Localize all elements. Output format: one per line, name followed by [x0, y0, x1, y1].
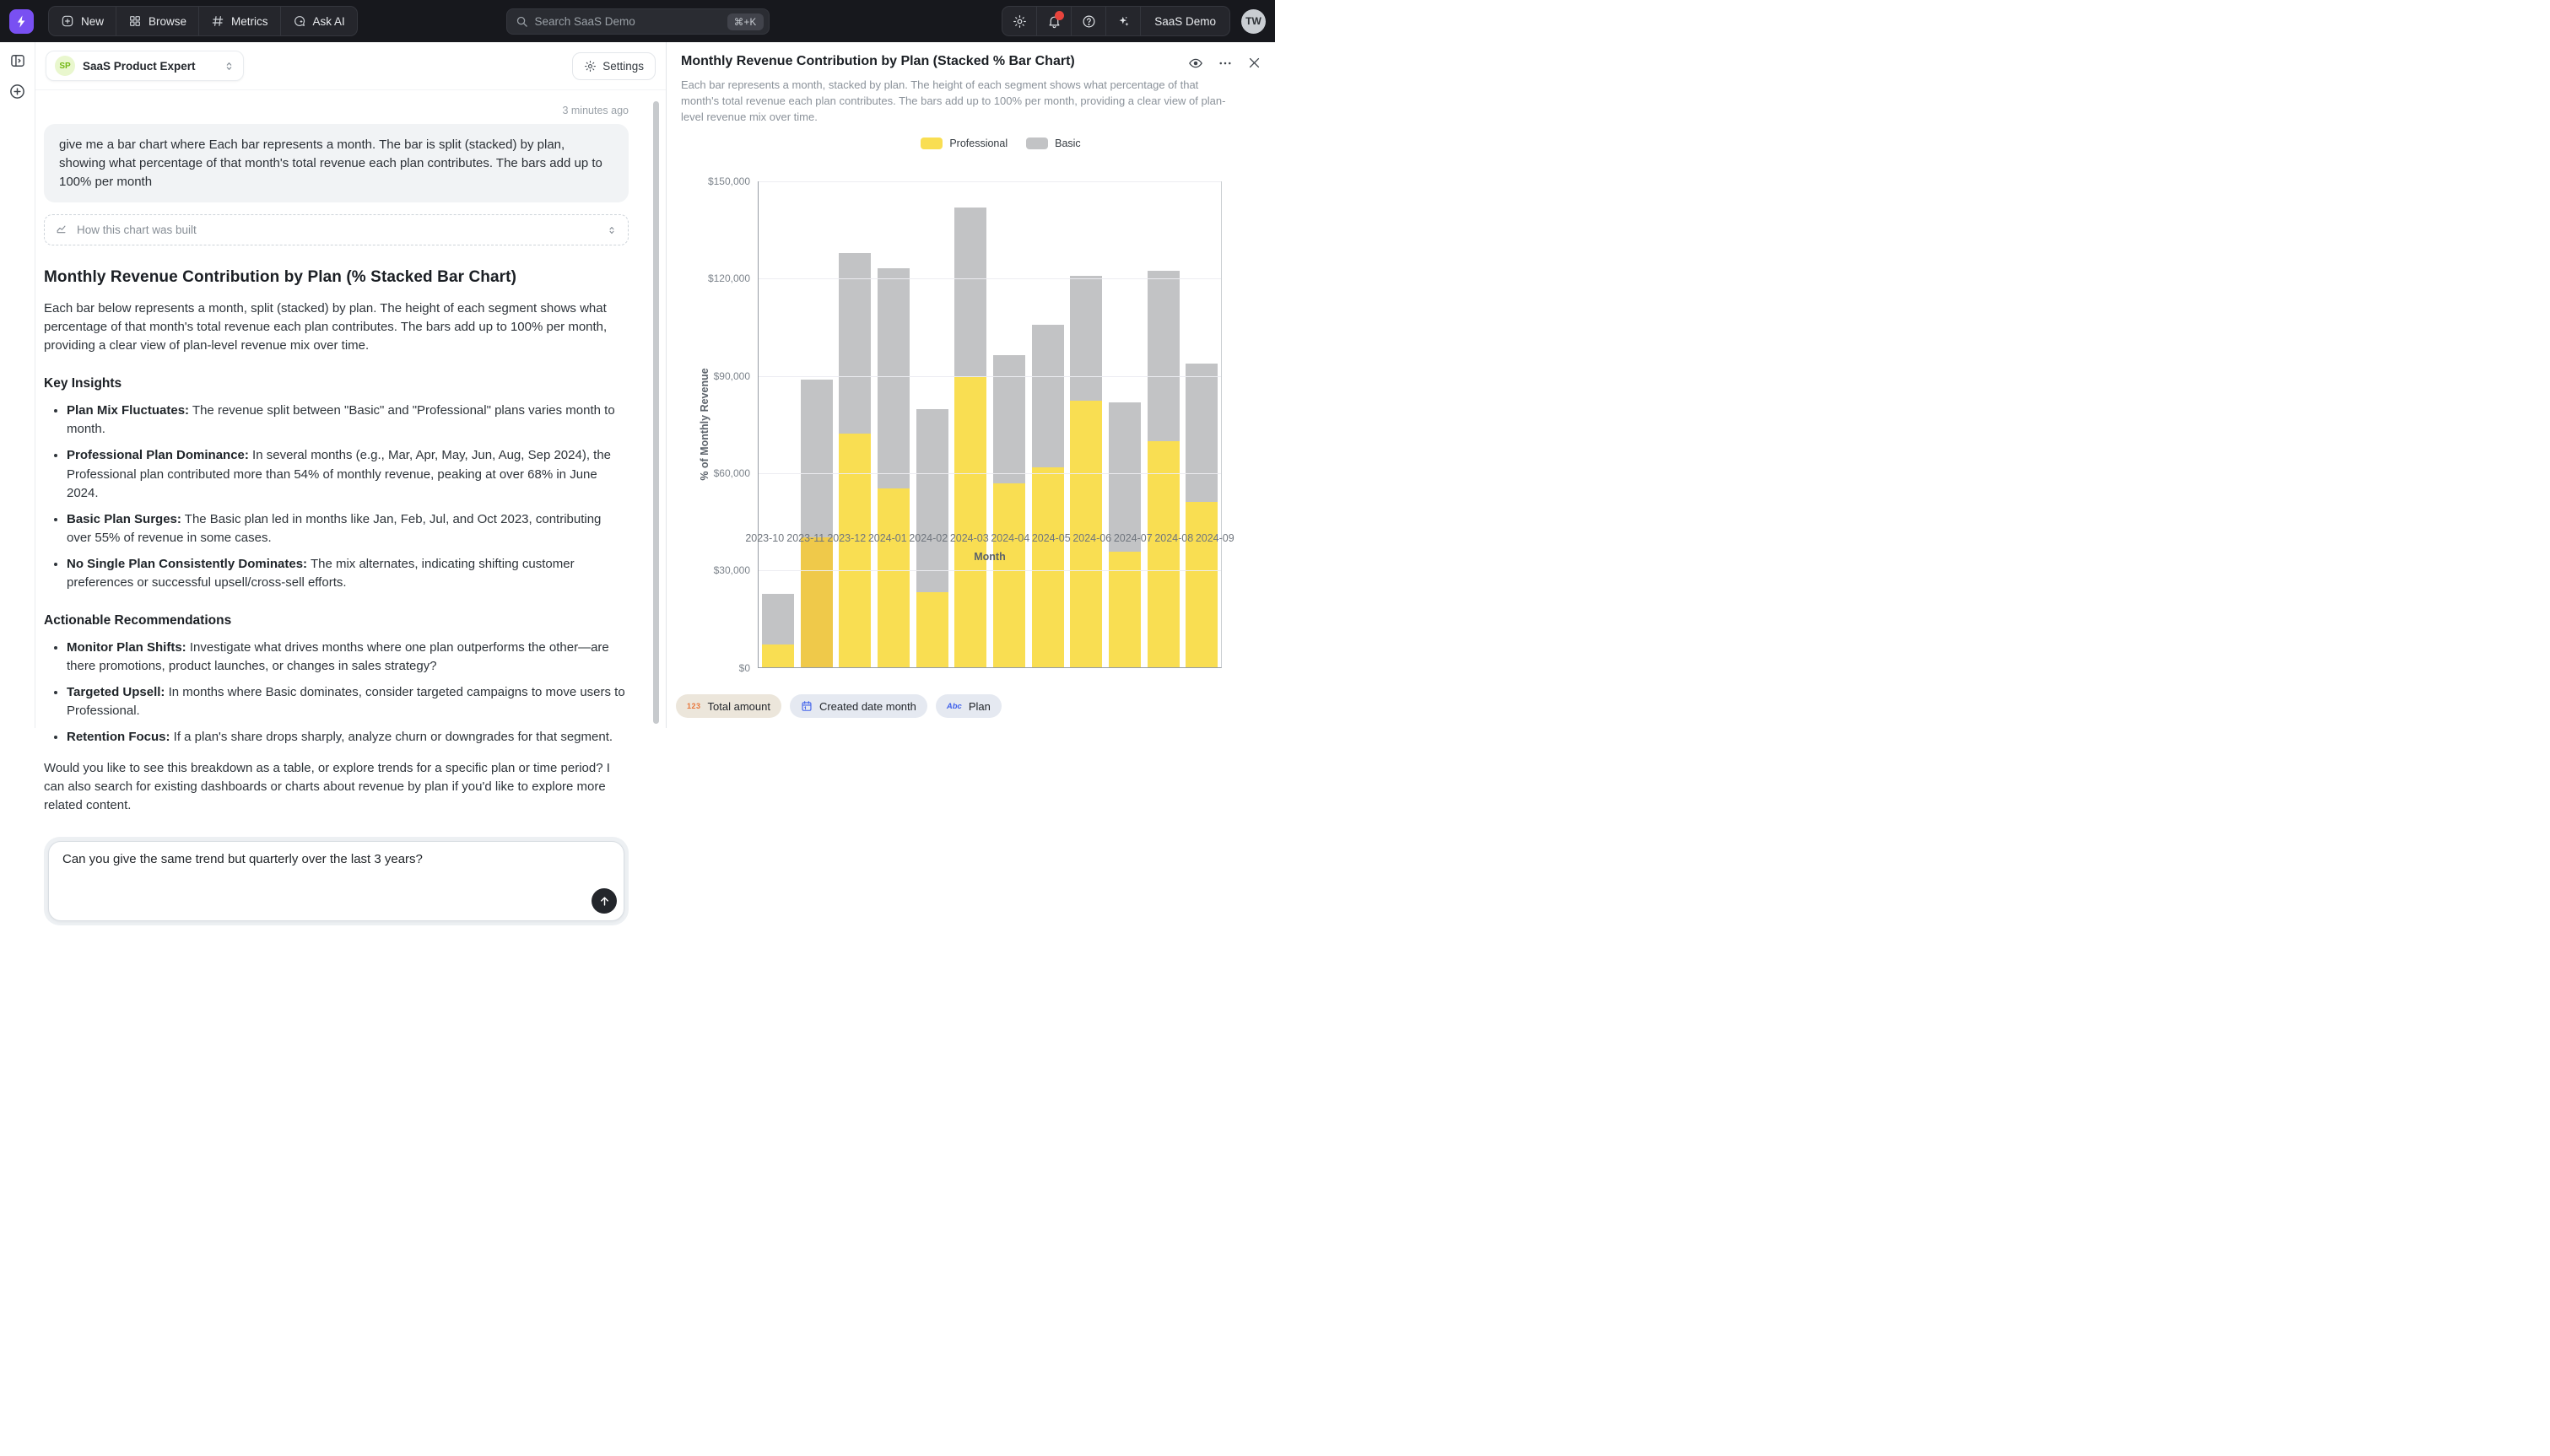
segment-professional-2024-04[interactable]: [993, 483, 1025, 666]
segment-professional-2024-05[interactable]: [1032, 467, 1064, 667]
segment-basic-2024-07[interactable]: [1109, 402, 1141, 552]
message-heading: Monthly Revenue Contribution by Plan (% Stacked Bar Chart): [44, 268, 517, 287]
x-tick-label: 2024-07: [1113, 532, 1153, 544]
bar-2023-10[interactable]: [762, 594, 794, 667]
browse-button[interactable]: [116, 7, 199, 35]
how-chart-built-label: How this chart was built: [77, 224, 197, 237]
bar-slot: [797, 181, 836, 667]
bar-slot: [759, 181, 797, 667]
y-tick-label: $120,000: [707, 272, 750, 285]
stacked-bar-chart: [681, 175, 1261, 674]
bar-2024-04[interactable]: [993, 355, 1025, 666]
segment-professional-2024-02[interactable]: [916, 592, 948, 666]
bar-2024-06[interactable]: [1070, 276, 1102, 667]
chart-plot-area: [758, 181, 1222, 668]
insights-list: [44, 402, 629, 591]
settings-label: Settings: [602, 59, 644, 73]
chart-legend: [681, 138, 1261, 149]
chevron-up-down-icon: [607, 225, 617, 235]
new-label: New: [81, 14, 105, 28]
bar-2024-03[interactable]: [954, 208, 986, 666]
legend-item-basic[interactable]: [1026, 138, 1081, 149]
top-nav: [0, 0, 1275, 42]
tag-label: Created date month: [818, 699, 916, 713]
x-axis-ticks: [744, 532, 1235, 544]
list-item: • No Single Plan Consistently Dominates: The mix alternates, indicating shifting customer preferences or successful upsell/cross-sell efforts.: [67, 555, 629, 592]
close-icon[interactable]: [1247, 56, 1261, 71]
dimension-tag-plan[interactable]: [936, 694, 1002, 718]
x-tick-label: 2023-10: [745, 532, 785, 544]
legend-item-professional[interactable]: [921, 138, 1008, 149]
notifications-button[interactable]: [1037, 7, 1072, 35]
segment-basic-2024-06[interactable]: [1070, 276, 1102, 401]
ask-ai-button[interactable]: [281, 7, 357, 35]
legend-label: Basic: [1055, 137, 1081, 149]
gear-icon: [584, 60, 597, 73]
sparkles-button[interactable]: [1106, 7, 1141, 35]
settings-nav-button[interactable]: [1002, 7, 1037, 35]
segment-basic-2024-08[interactable]: [1148, 271, 1180, 441]
how-chart-built-expander[interactable]: [44, 214, 629, 245]
agent-name: SaaS Product Expert: [83, 59, 196, 73]
gridline: [759, 570, 1221, 571]
message-timestamp: 3 minutes ago: [562, 105, 629, 116]
search-shortcut: ⌘+K: [727, 13, 764, 30]
list-item: • Monitor Plan Shifts: Investigate what drives months where one plan outperforms the other—are there promotions, product launches, or changes in sales strategy?: [67, 639, 629, 676]
list-item: • Retention Focus: If a plan's share drops sharply, analyze churn or downgrades for that segment.: [67, 728, 629, 747]
eye-icon[interactable]: [1188, 56, 1203, 71]
send-button[interactable]: [592, 888, 617, 914]
chat-body: [35, 105, 666, 925]
bar-slot: [990, 181, 1029, 667]
segment-professional-2024-01[interactable]: [878, 488, 910, 667]
chat-input[interactable]: [48, 841, 624, 921]
x-tick-label: 2024-08: [1154, 532, 1194, 544]
new-button[interactable]: [49, 7, 116, 35]
sidebar-toggle-icon[interactable]: [9, 52, 26, 69]
ask-ai-label: Ask AI: [312, 14, 345, 28]
new-thread-icon[interactable]: [8, 83, 26, 100]
app-logo[interactable]: [9, 9, 34, 34]
segment-basic-2023-11[interactable]: [801, 380, 833, 537]
bar-slot: [1067, 181, 1105, 667]
calendar-icon: [801, 700, 813, 712]
bar-slot: [835, 181, 874, 667]
arrow-up-icon: [598, 895, 611, 908]
y-axis-ticks: [681, 175, 750, 674]
hash-icon: [211, 14, 224, 28]
gridline: [759, 278, 1221, 279]
nav-right: [1002, 6, 1266, 36]
agent-selector[interactable]: [46, 51, 244, 81]
help-icon: [1082, 14, 1096, 29]
x-tick-label: 2023-12: [827, 532, 867, 544]
left-rail: [0, 42, 35, 728]
bar-2023-12[interactable]: [839, 253, 871, 666]
bar-slot: [874, 181, 913, 667]
bar-slot: [1144, 181, 1183, 667]
segment-professional-2024-03[interactable]: [954, 376, 986, 666]
settings-button[interactable]: [572, 52, 656, 80]
y-tick-label: $0: [738, 661, 750, 674]
legend-swatch: [1026, 138, 1048, 149]
notification-badge: [1055, 11, 1064, 20]
segment-basic-2024-04[interactable]: [993, 355, 1025, 483]
bar-slot: [951, 181, 990, 667]
legend-swatch: [921, 138, 943, 149]
legend-label: Professional: [949, 137, 1008, 149]
chat-scrollbar[interactable]: [653, 101, 659, 724]
segment-professional-2023-10[interactable]: [762, 644, 794, 667]
segment-basic-2023-10[interactable]: [762, 594, 794, 644]
lightning-bolt-icon: [14, 14, 29, 29]
chart-panel: [667, 42, 1275, 728]
y-tick-label: $30,000: [713, 564, 750, 577]
metrics-button[interactable]: [199, 7, 281, 35]
bar-2024-01[interactable]: [878, 268, 910, 667]
nav-button-group: [48, 6, 358, 36]
list-item: • Professional Plan Dominance: In several months (e.g., Mar, Apr, May, Jun, Aug, Sep 2024), the Professional plan contributed more than 54% of monthly revenue, peaking at over 68% in June 2024.: [67, 446, 629, 502]
segment-basic-2024-09[interactable]: [1186, 364, 1218, 501]
message-outro: Would you like to see this breakdown as a table, or explore trends for a specific plan or time period? I can also search for existing dashboards or charts about revenue by plan if you'd like to explore more related content.: [44, 761, 610, 813]
x-tick-label: 2023-11: [786, 532, 825, 544]
gridline: [759, 376, 1221, 377]
search-placeholder: Search SaaS Demo: [534, 15, 635, 28]
browse-label: Browse: [149, 14, 187, 28]
search-input[interactable]: [506, 8, 770, 35]
gridline: [759, 181, 1221, 182]
list-item: • Plan Mix Fluctuates: The revenue split between "Basic" and "Professional" plans varies month to month.: [67, 402, 629, 439]
chart-panel-actions: [1188, 54, 1261, 71]
x-tick-label: 2024-04: [991, 532, 1030, 544]
x-tick-label: 2024-02: [909, 532, 948, 544]
bar-2024-08[interactable]: [1148, 271, 1180, 666]
x-tick-label: 2024-05: [1031, 532, 1071, 544]
metrics-label: Metrics: [231, 14, 268, 28]
chart-title: Monthly Revenue Contribution by Plan (Stacked % Bar Chart): [681, 54, 1075, 68]
insights-heading: Key Insights: [44, 376, 122, 391]
assistant-message: [44, 268, 629, 815]
chat-panel: [35, 42, 667, 813]
segment-professional-2024-09[interactable]: [1186, 502, 1218, 667]
grid-icon: [128, 14, 142, 28]
message-composer: [44, 837, 629, 925]
segment-basic-2024-05[interactable]: [1032, 325, 1064, 467]
field-tags: [676, 694, 1002, 718]
bar-2023-11[interactable]: [801, 380, 833, 666]
app-window: [0, 0, 1275, 813]
abc-icon: Abc: [946, 701, 962, 711]
workspace-button[interactable]: [1141, 7, 1229, 35]
y-tick-label: $90,000: [713, 369, 750, 382]
y-tick-label: $150,000: [707, 175, 750, 187]
message-intro: Each bar below represents a month, split (stacked) by plan. The height of each segment shows what percentage of that month's total revenue each plan contributes. The bars add up to 100% per month, providing a clear view of plan-level revenue mix over time.: [44, 301, 608, 353]
search-icon: [516, 15, 528, 28]
sparkles-icon: [1116, 14, 1131, 29]
bars-container: [759, 181, 1221, 667]
list-item: • Basic Plan Surges: The Basic plan led in months like Jan, Feb, Jul, and Oct 2023, contributing over 55% of revenue in some cases.: [67, 510, 629, 547]
help-button[interactable]: [1072, 7, 1106, 35]
x-tick-label: 2024-03: [949, 532, 989, 544]
metric-tag-total-amount[interactable]: [676, 694, 781, 718]
dimension-tag-created-date-month[interactable]: [790, 694, 927, 718]
y-axis-title: % of Monthly Revenue: [699, 368, 710, 481]
x-tick-label: 2024-09: [1195, 532, 1234, 544]
workspace-label: SaaS Demo: [1154, 14, 1216, 28]
chart-description: Each bar represents a month, stacked by plan. The height of each segment shows what percentage of that month's total revenue each plan contributes. The bars add up to 100% per month, providing a clear view of plan-level revenue mix over time.: [681, 78, 1226, 124]
agent-avatar: SP: [55, 56, 75, 76]
segment-professional-2024-07[interactable]: [1109, 552, 1141, 667]
tag-label: Plan: [968, 699, 991, 713]
segment-basic-2024-01[interactable]: [878, 268, 910, 489]
gear-icon: [1013, 14, 1027, 29]
x-tick-label: 2024-06: [1072, 532, 1112, 544]
x-tick-label: 2024-01: [867, 532, 907, 544]
x-axis-title: Month: [974, 551, 1006, 563]
chart-line-icon: [56, 224, 68, 236]
more-options-icon[interactable]: [1218, 56, 1233, 71]
tag-label: Total amount: [707, 699, 770, 713]
chart-panel-header: [681, 54, 1261, 71]
user-message: give me a bar chart where Each bar represents a month. The bar is split (stacked) by plan, showing what percentage of that month's total revenue each plan contributes. The bars add up to 100% per month: [44, 124, 629, 202]
gridline: [759, 473, 1221, 474]
chat-sparkle-icon: [293, 14, 306, 28]
recommendations-list: [44, 639, 629, 747]
bar-slot: [1105, 181, 1144, 667]
segment-basic-2024-02[interactable]: [916, 409, 948, 592]
list-item: • Targeted Upsell: In months where Basic dominates, consider targeted campaigns to move users to Professional.: [67, 683, 629, 720]
recommendations-heading: Actionable Recommendations: [44, 612, 232, 628]
bar-slot: [1029, 181, 1067, 667]
bar-2024-09[interactable]: [1186, 364, 1218, 667]
chevron-up-down-icon: [224, 61, 235, 72]
plus-square-icon: [61, 14, 74, 28]
segment-basic-2023-12[interactable]: [839, 253, 871, 433]
bar-slot: [913, 181, 952, 667]
bar-slot: [1182, 181, 1221, 667]
chat-header: [35, 42, 666, 90]
y-tick-label: $60,000: [713, 466, 750, 479]
user-avatar[interactable]: TW: [1241, 9, 1266, 34]
123-icon: 123: [687, 702, 701, 710]
segment-basic-2024-03[interactable]: [954, 208, 986, 376]
